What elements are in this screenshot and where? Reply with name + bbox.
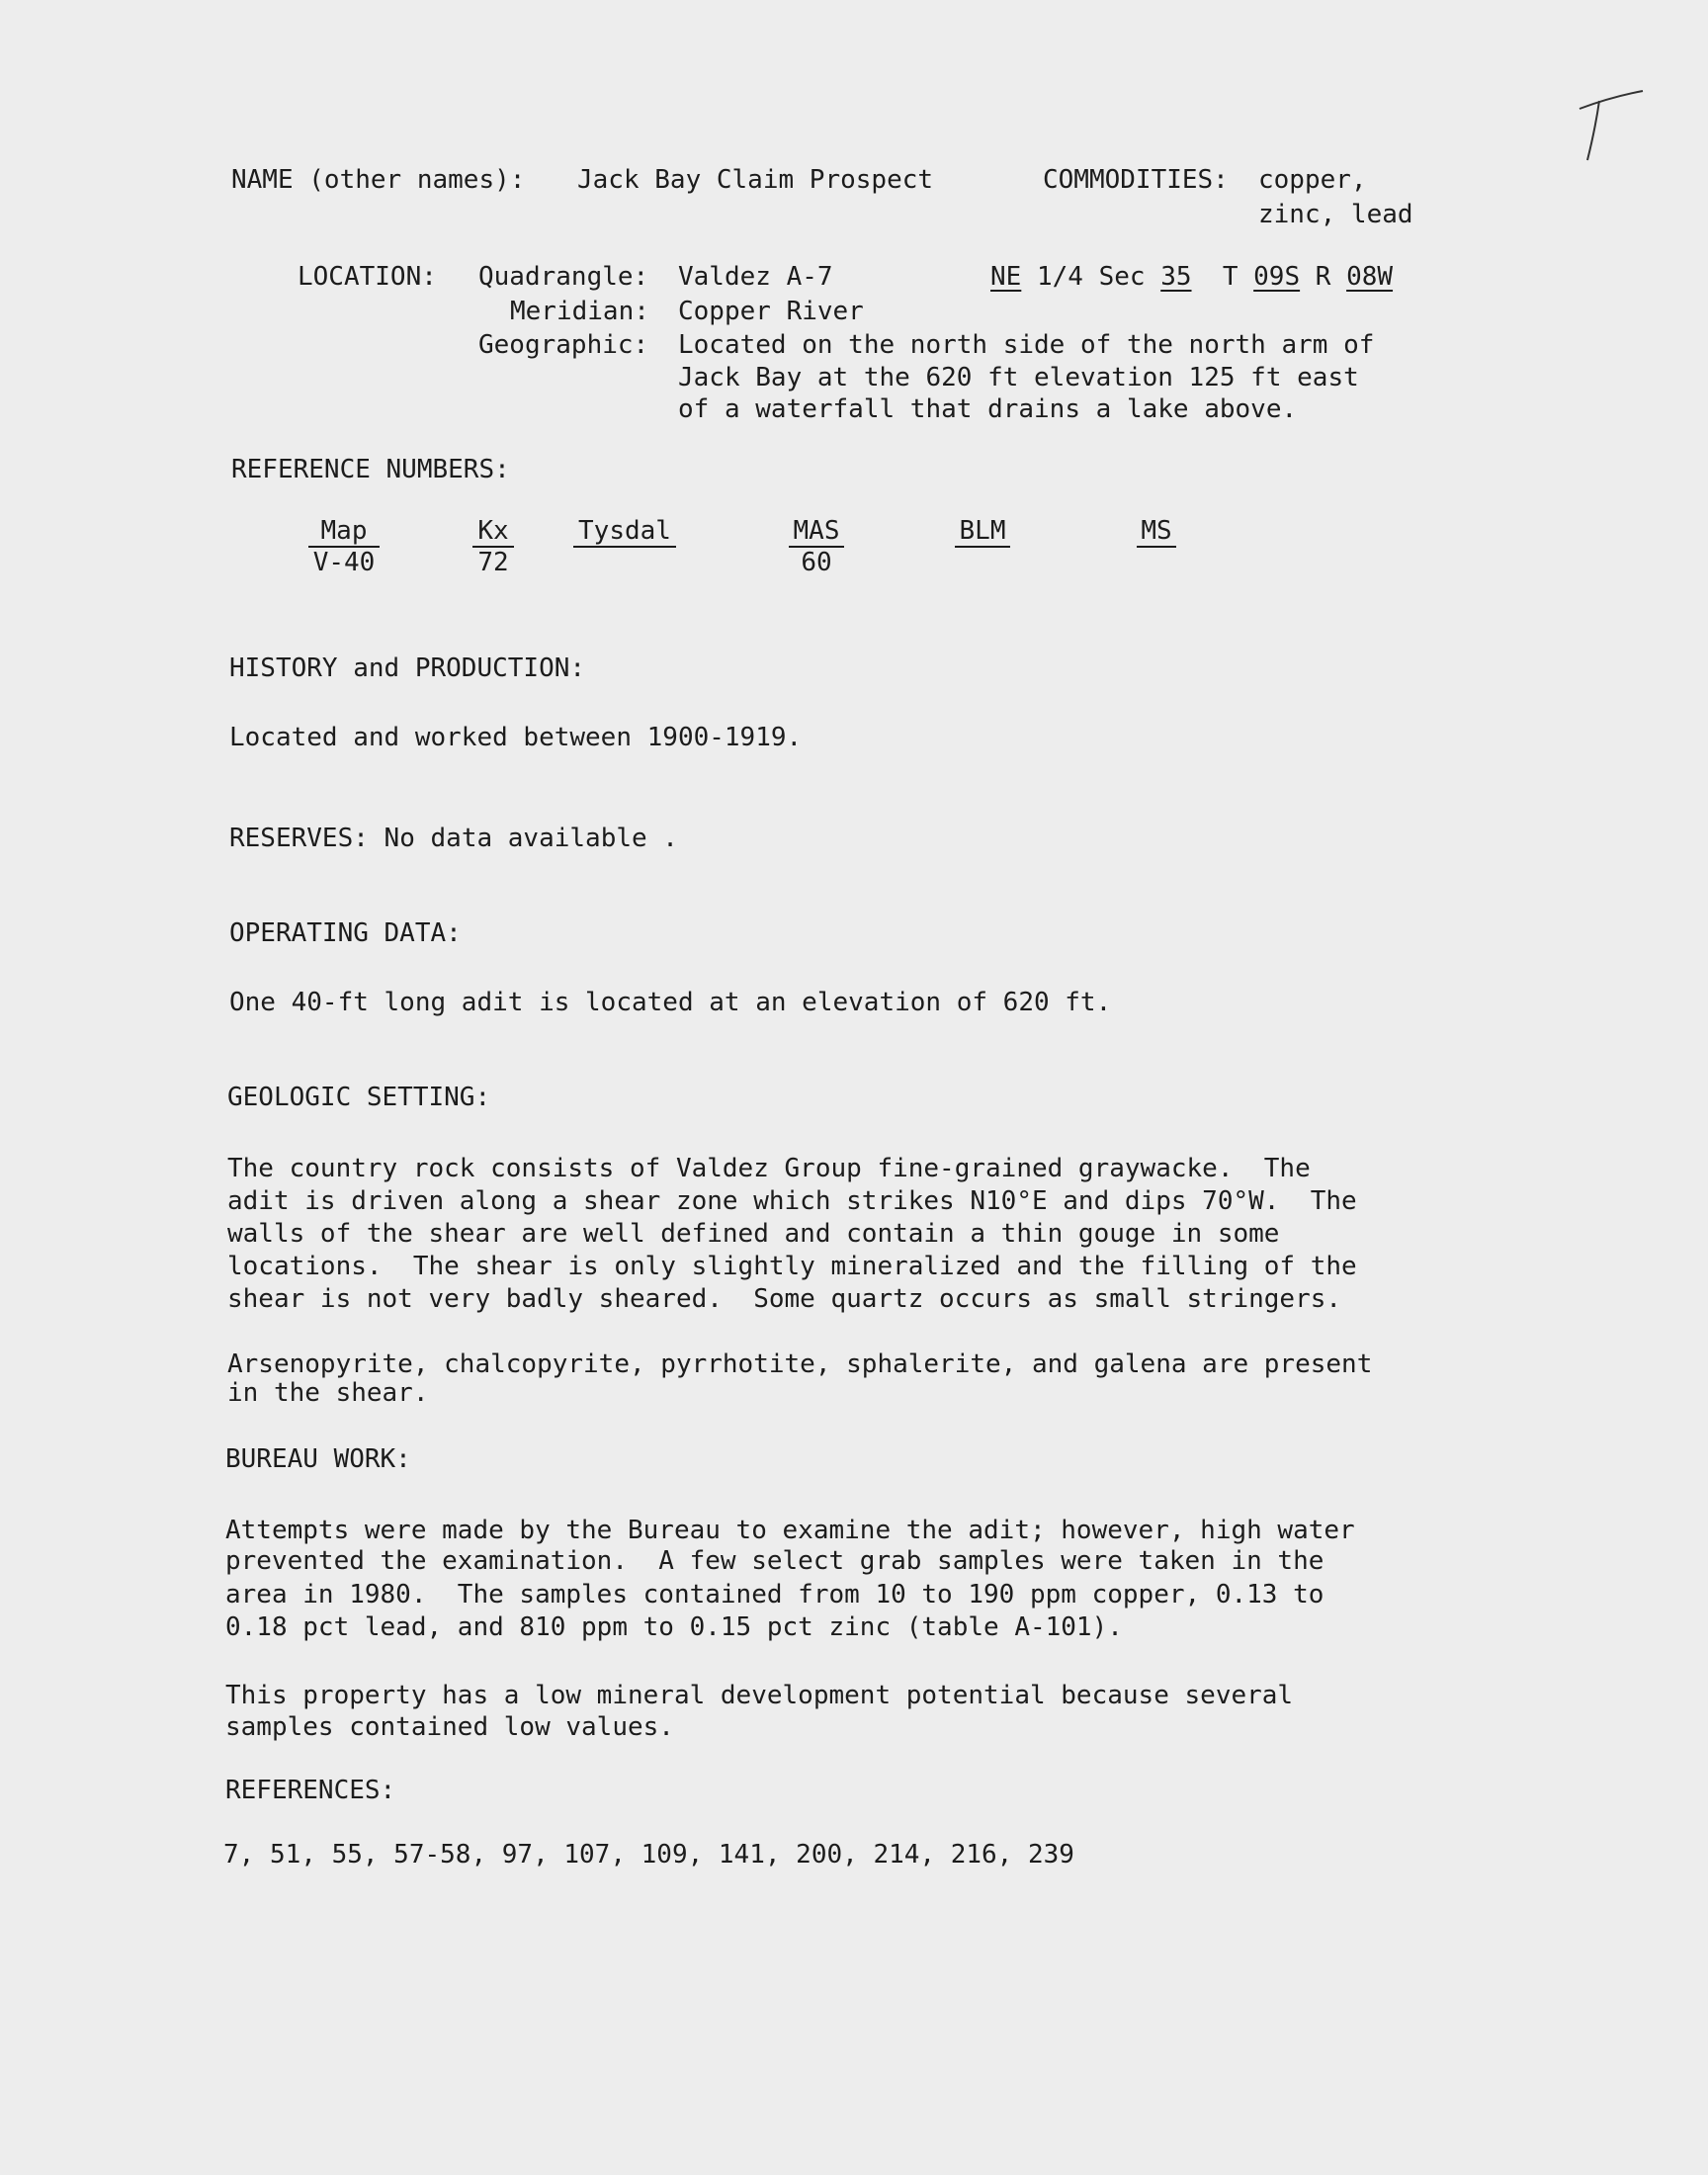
location-label: LOCATION:: [298, 262, 437, 292]
history-text: Located and worked between 1900-1919.: [229, 723, 803, 752]
geologic-para1-line4: locations. The shear is only slightly mineralized and the filling of the: [227, 1252, 1357, 1281]
ref-head-mas: MAS: [789, 516, 844, 548]
ref-col-kx: [472, 516, 514, 577]
ref-head-tysdal: Tysdal: [573, 516, 676, 548]
references-text: 7, 51, 55, 57-58, 97, 107, 109, 141, 200, 214, 216, 239: [223, 1840, 1074, 1870]
meridian-label: Meridian:: [510, 297, 649, 326]
bureau-para2-line2: samples contained low values.: [225, 1712, 674, 1742]
township-value: 09S: [1253, 262, 1301, 292]
ref-col-mas: [789, 516, 844, 577]
geographic-line-2: Jack Bay at the 620 ft elevation 125 ft east: [678, 363, 1359, 392]
geologic-para2-line1: Arsenopyrite, chalcopyrite, pyrrhotite, sphalerite, and galena are present: [227, 1349, 1373, 1379]
ref-head-map: Map: [308, 516, 380, 548]
quarter-suffix: 1/4 Sec: [1036, 262, 1146, 292]
commodities-label: COMMODITIES:: [1043, 165, 1229, 195]
ref-value-mas: 60: [801, 548, 832, 577]
ref-head-blm: BLM: [955, 516, 1010, 548]
bureau-para1-line4: 0.18 pct lead, and 810 ppm to 0.15 pct zinc (table A-101).: [225, 1612, 1123, 1642]
township-range-line: [990, 261, 1393, 294]
range-value: 08W: [1346, 262, 1394, 292]
reserves-text: No data available .: [384, 824, 678, 853]
ref-col-map: [308, 516, 380, 577]
name-value: Jack Bay Claim Prospect: [577, 165, 934, 195]
geologic-para1-line2: adit is driven along a shear zone which strikes N10°E and dips 70°W. The: [227, 1186, 1357, 1216]
geographic-line-1: Located on the north side of the north arm of: [678, 330, 1375, 360]
bureau-para2-line1: This property has a low mineral development potential because several: [225, 1681, 1294, 1710]
ref-head-kx: Kx: [472, 516, 514, 548]
ref-value-kx: 72: [477, 548, 509, 577]
geographic-label: Geographic:: [478, 330, 649, 360]
ref-value-map: V-40: [312, 548, 376, 577]
reserves-label: RESERVES:: [229, 824, 369, 853]
ref-col-blm: [955, 516, 1010, 548]
bureau-para1-line2: prevented the examination. A few select grab samples were taken in the: [225, 1546, 1324, 1576]
geologic-para1-line1: The country rock consists of Valdez Group fine-grained graywacke. The: [227, 1154, 1311, 1183]
reference-numbers-heading: REFERENCE NUMBERS:: [231, 455, 510, 484]
check-mark-icon: [1572, 89, 1651, 168]
quadrangle-value: Valdez A-7: [678, 262, 833, 292]
geologic-para2-line2: in the shear.: [227, 1378, 429, 1408]
bureau-heading: BUREAU WORK:: [225, 1444, 411, 1474]
ref-col-ms: [1137, 516, 1176, 548]
section-value: 35: [1160, 262, 1192, 292]
range-label: R: [1315, 262, 1331, 292]
reserves-line: [229, 823, 678, 855]
history-heading: HISTORY and PRODUCTION:: [229, 653, 586, 683]
name-label: NAME (other names):: [231, 165, 526, 195]
meridian-value: Copper River: [678, 297, 864, 326]
ref-col-tysdal: [573, 516, 676, 548]
bureau-para1-line3: area in 1980. The samples contained from 10 to 190 ppm copper, 0.13 to: [225, 1580, 1324, 1610]
quadrangle-label: Quadrangle:: [478, 262, 649, 292]
township-label: T: [1222, 262, 1238, 292]
operating-text: One 40-ft long adit is located at an elevation of 620 ft.: [229, 988, 1112, 1017]
quarter-value: NE: [990, 262, 1022, 292]
commodities-line2: zinc, lead: [1258, 200, 1413, 229]
references-heading: REFERENCES:: [225, 1776, 396, 1805]
commodities-line1: copper,: [1258, 165, 1367, 195]
bureau-para1-line1: Attempts were made by the Bureau to examine the adit; however, high water: [225, 1516, 1355, 1545]
operating-heading: OPERATING DATA:: [229, 918, 462, 948]
geologic-para1-line3: walls of the shear are well defined and contain a thin gouge in some: [227, 1219, 1280, 1249]
geographic-line-3: of a waterfall that drains a lake above.: [678, 394, 1298, 424]
geologic-para1-line5: shear is not very badly sheared. Some quartz occurs as small stringers.: [227, 1284, 1342, 1314]
ref-head-ms: MS: [1137, 516, 1176, 548]
geologic-heading: GEOLOGIC SETTING:: [227, 1083, 491, 1112]
